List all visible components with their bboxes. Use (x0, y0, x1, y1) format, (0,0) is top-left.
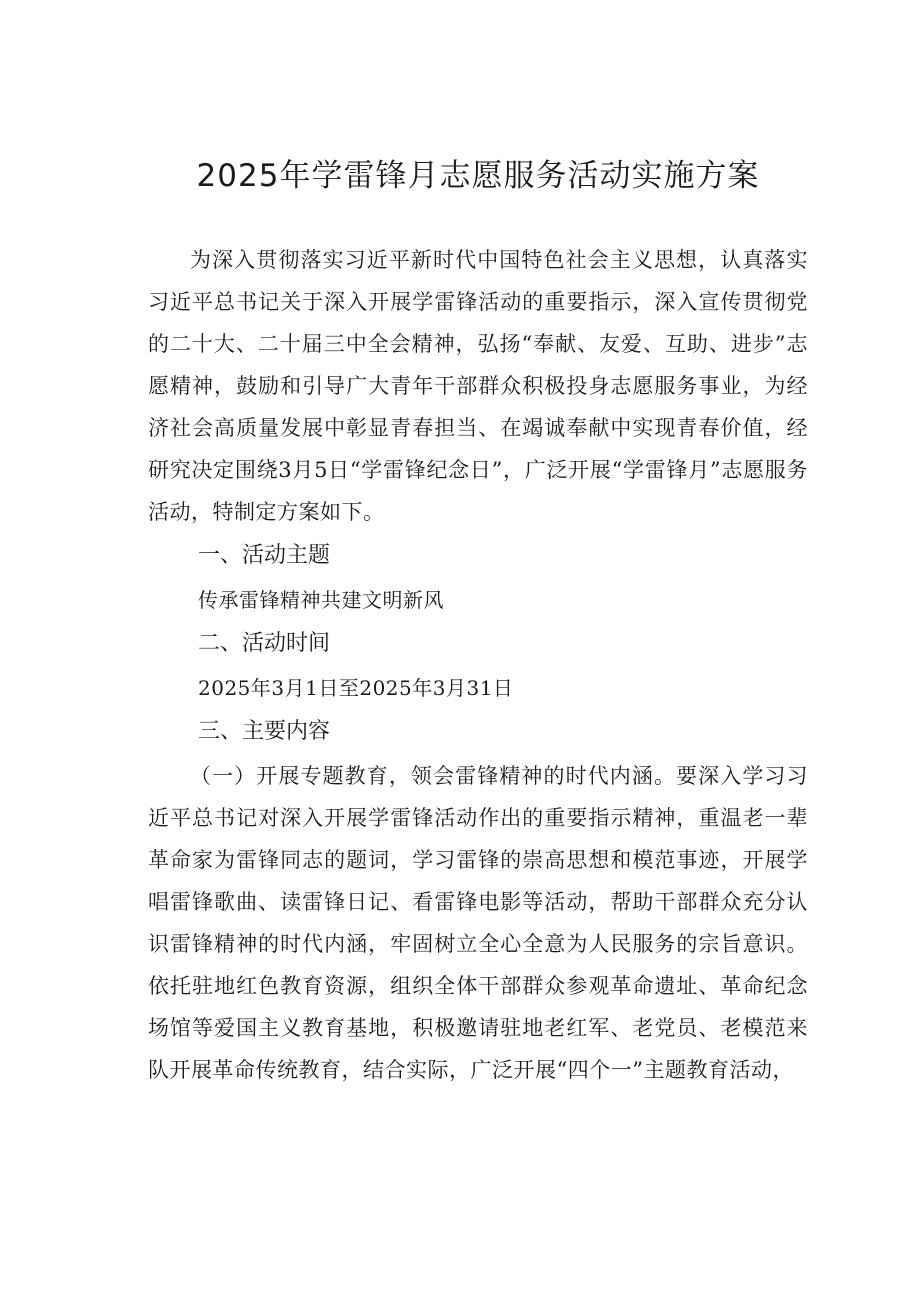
section-heading-theme: 一、活动主题 (198, 543, 331, 568)
section-heading-content: 三、主要内容 (198, 719, 331, 744)
section-body-time: 2025年3月1日至2025年3月31日 (198, 676, 514, 700)
section-heading-time: 二、活动时间 (198, 631, 331, 656)
section-body-content: （一）开展专题教育，领会雷锋精神的时代内涵。要深入学习习近平总书记对深入开展学雷锋活动作出的重要指示精神，重温老一辈革命家为雷锋同志的题词，学习雷锋的崇高思想和模范事迹，开展学唱雷锋歌曲、读雷锋日记、看雷锋电影等活动，帮助干部群众充分认识雷锋精神的时代内涵，牢固树立全心全意为人民服务的宗旨意识。依托驻地红色教育资源，组织全体干部群众参观革命遗址、革命纪念场馆等爱国主义教育基地，积极邀请驻地老红军、老党员、老模范来队开展革命传统教育，结合实际，广泛开展“四个一”主题教育活动， (148, 764, 808, 1082)
document-title: 2025年学雷锋月志愿服务活动实施方案 (196, 158, 760, 194)
section-body-theme: 传承雷锋精神共建文明新风 (198, 588, 444, 612)
document-page (148, 150, 808, 1091)
intro-paragraph: 为深入贯彻落实习近平新时代中国特色社会主义思想，认真落实习近平总书记关于深入开展学雷锋活动的重要指示，深入宣传贯彻党的二十大、二十届三中全会精神，弘扬“奉献、友爱、互助、进步”志愿精神，鼓励和引导广大青年干部群众积极投身志愿服务事业，为经济社会高质量发展中彰显青春担当、在竭诚奉献中实现青春价值，经研究决定围绕3月5日“学雷锋纪念日”，广泛开展“学雷锋月”志愿服务活动，特制定方案如下。 (148, 248, 808, 524)
